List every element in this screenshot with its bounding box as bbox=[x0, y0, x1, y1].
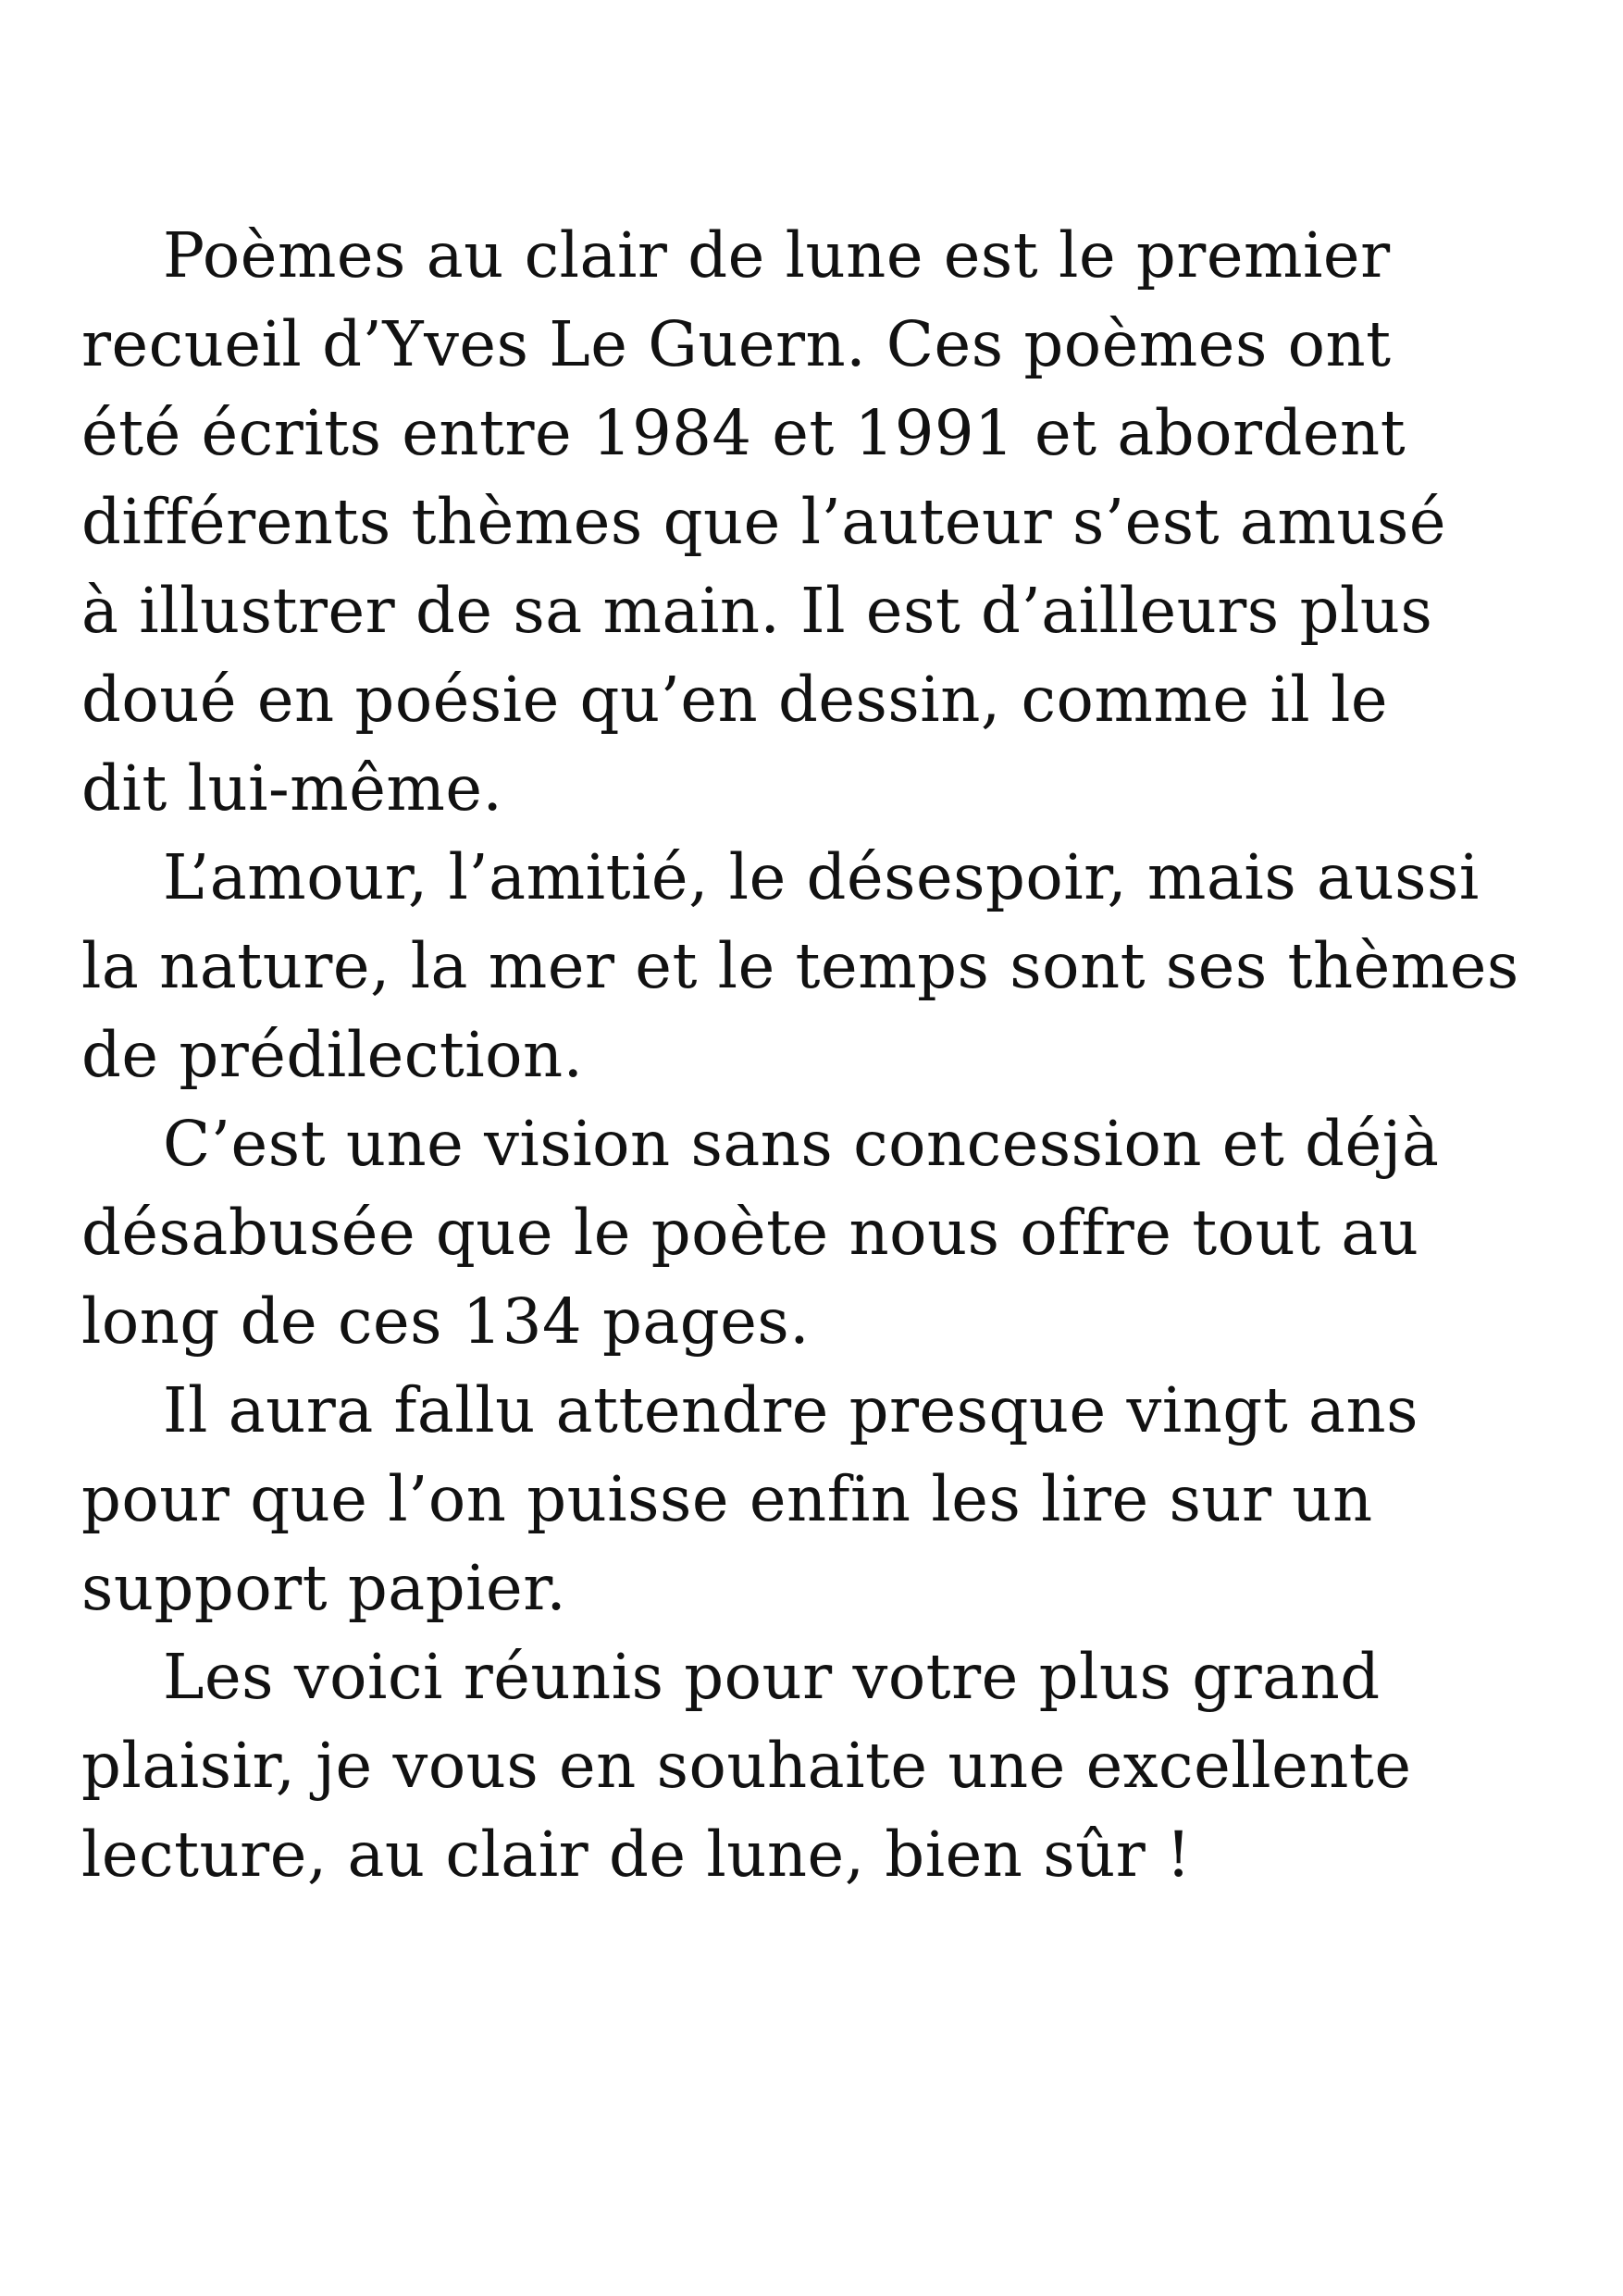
text-line: à illustrer de sa main. Il est d’ailleurs plus bbox=[81, 575, 1433, 647]
text-line: doué en poésie qu’en dessin, comme il le bbox=[81, 664, 1389, 736]
text-line: désabusée que le poète nous offre tout au bbox=[81, 1197, 1419, 1269]
paragraph-themes bbox=[81, 833, 1580, 1099]
text-line: de prédilection. bbox=[81, 1019, 584, 1091]
paragraph-vision bbox=[81, 1099, 1580, 1366]
text-line: plaisir, je vous en souhaite une excellente bbox=[81, 1730, 1412, 1802]
text-line: L’amour, l’amitié, le désespoir, mais aussi bbox=[163, 841, 1480, 913]
text-line: C’est une vision sans concession et déjà bbox=[163, 1108, 1440, 1180]
body-text bbox=[81, 211, 1580, 1899]
text-line: Poèmes au clair de lune est le premier bbox=[163, 219, 1391, 292]
text-line: la nature, la mer et le temps sont ses thèmes bbox=[81, 930, 1519, 1002]
paragraph-intro bbox=[81, 211, 1580, 833]
paragraph-closing bbox=[81, 1632, 1580, 1899]
text-line: été écrits entre 1984 et 1991 et abordent bbox=[81, 397, 1406, 469]
paragraph-wait bbox=[81, 1366, 1580, 1632]
text-line: Les voici réunis pour votre plus grand bbox=[163, 1641, 1381, 1713]
text-line: long de ces 134 pages. bbox=[81, 1285, 811, 1358]
text-line: différents thèmes que l’auteur s’est amusé bbox=[81, 486, 1447, 558]
text-line: Il aura fallu attendre presque vingt ans bbox=[163, 1374, 1419, 1446]
text-line: recueil d’Yves Le Guern. Ces poèmes ont bbox=[81, 308, 1392, 380]
text-line: support papier. bbox=[81, 1552, 567, 1624]
text-line: dit lui-même. bbox=[81, 752, 503, 825]
text-line: lecture, au clair de lune, bien sûr ! bbox=[81, 1818, 1192, 1891]
text-line: pour que l’on puisse enfin les lire sur un bbox=[81, 1463, 1373, 1535]
